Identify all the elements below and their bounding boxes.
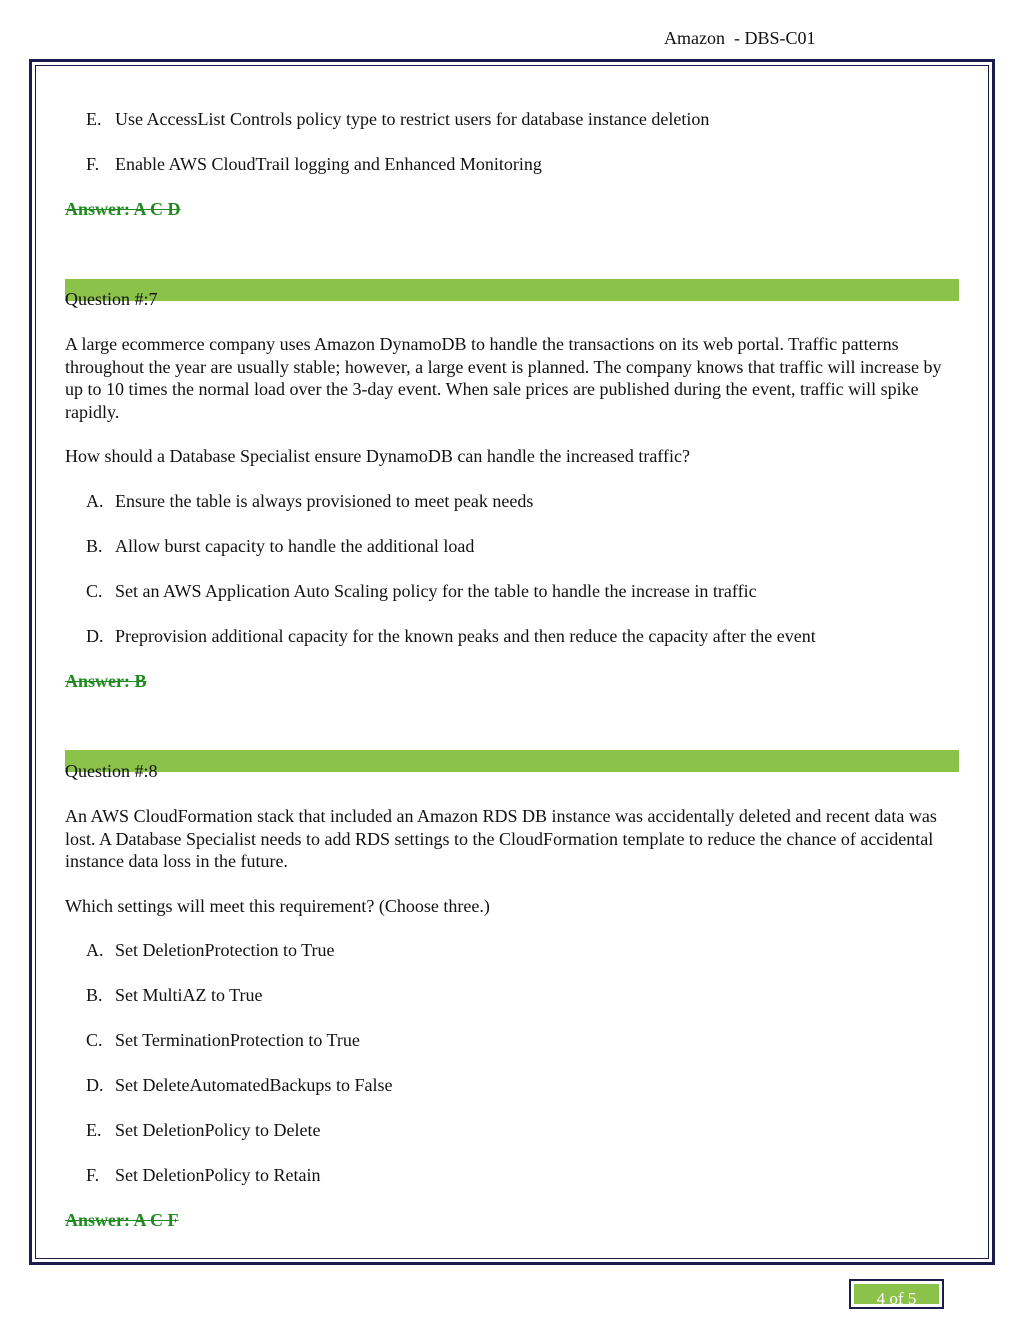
option-c (86, 580, 757, 602)
option-b (86, 984, 263, 1006)
page-number-box (849, 1279, 944, 1309)
question-body: An AWS CloudFormation stack that included an Amazon RDS DB instance was accidentally deleted and recent data was lost. A Database Specialist needs to add RDS settings to the CloudFormation template to reduce the chance of accidental instance data loss in the future. (65, 806, 937, 871)
option-text: Ensure the table is always provisioned to meet peak needs (115, 491, 534, 511)
option-a (86, 490, 533, 512)
option-letter: D. (86, 1075, 104, 1095)
option-text: Preprovision additional capacity for the known peaks and then reduce the capacity after the event (115, 626, 816, 646)
question-number-label: Question #:7 (65, 289, 158, 309)
option-text: Use AccessList Controls policy type to restrict users for database instance deletion (115, 109, 710, 129)
option-f (86, 153, 542, 175)
option-letter: B. (86, 985, 103, 1005)
option-d (86, 625, 816, 647)
option-letter: F. (86, 1165, 100, 1185)
option-letter: B. (86, 536, 103, 556)
option-text: Set DeletionPolicy to Retain (115, 1165, 321, 1185)
option-e (86, 108, 709, 130)
option-text: Set DeletionProtection to True (115, 940, 335, 960)
option-letter: A. (86, 940, 104, 960)
question-header-bar (65, 750, 959, 772)
option-letter: C. (86, 581, 103, 601)
option-letter: E. (86, 1120, 102, 1140)
option-letter: C. (86, 1030, 103, 1050)
option-text: Set an AWS Application Auto Scaling policy for the table to handle the increase in traffic (115, 581, 757, 601)
option-letter: F. (86, 154, 100, 174)
option-letter: E. (86, 109, 102, 129)
question-prompt: How should a Database Specialist ensure DynamoDB can handle the increased traffic? (65, 446, 690, 466)
option-f (86, 1164, 320, 1186)
option-letter: D. (86, 626, 104, 646)
question-number-label: Question #:8 (65, 761, 158, 781)
answer-text: Answer: B (65, 671, 147, 691)
option-e (86, 1119, 320, 1141)
option-text: Enable AWS CloudTrail logging and Enhanced Monitoring (115, 154, 542, 174)
answer-text: Answer: A C F (65, 1210, 179, 1230)
option-c (86, 1029, 360, 1051)
option-text: Set MultiAZ to True (115, 985, 263, 1005)
page-header-title: Amazon - DBS-C01 (664, 28, 816, 48)
option-b (86, 535, 474, 557)
option-text: Set DeletionPolicy to Delete (115, 1120, 321, 1140)
answer-text: Answer: A C D (65, 199, 181, 219)
option-text: Set TerminationProtection to True (115, 1030, 360, 1050)
option-letter: A. (86, 491, 104, 511)
question-header-bar (65, 279, 959, 301)
page-number-label: 4 of 5 (854, 1284, 939, 1304)
option-text: Allow burst capacity to handle the additional load (115, 536, 475, 556)
option-text: Set DeleteAutomatedBackups to False (115, 1075, 393, 1095)
option-a (86, 939, 335, 961)
question-prompt: Which settings will meet this requirement? (Choose three.) (65, 896, 490, 916)
option-d (86, 1074, 392, 1096)
question-body: A large ecommerce company uses Amazon DynamoDB to handle the transactions on its web portal. Traffic patterns throughout the year are usually stable; however, a large event is planned. The company knows that traffic will increase by up to 10 times the normal load over the 3-day event. When sale prices are published during the event, traffic will spike rapidly. (65, 334, 942, 422)
